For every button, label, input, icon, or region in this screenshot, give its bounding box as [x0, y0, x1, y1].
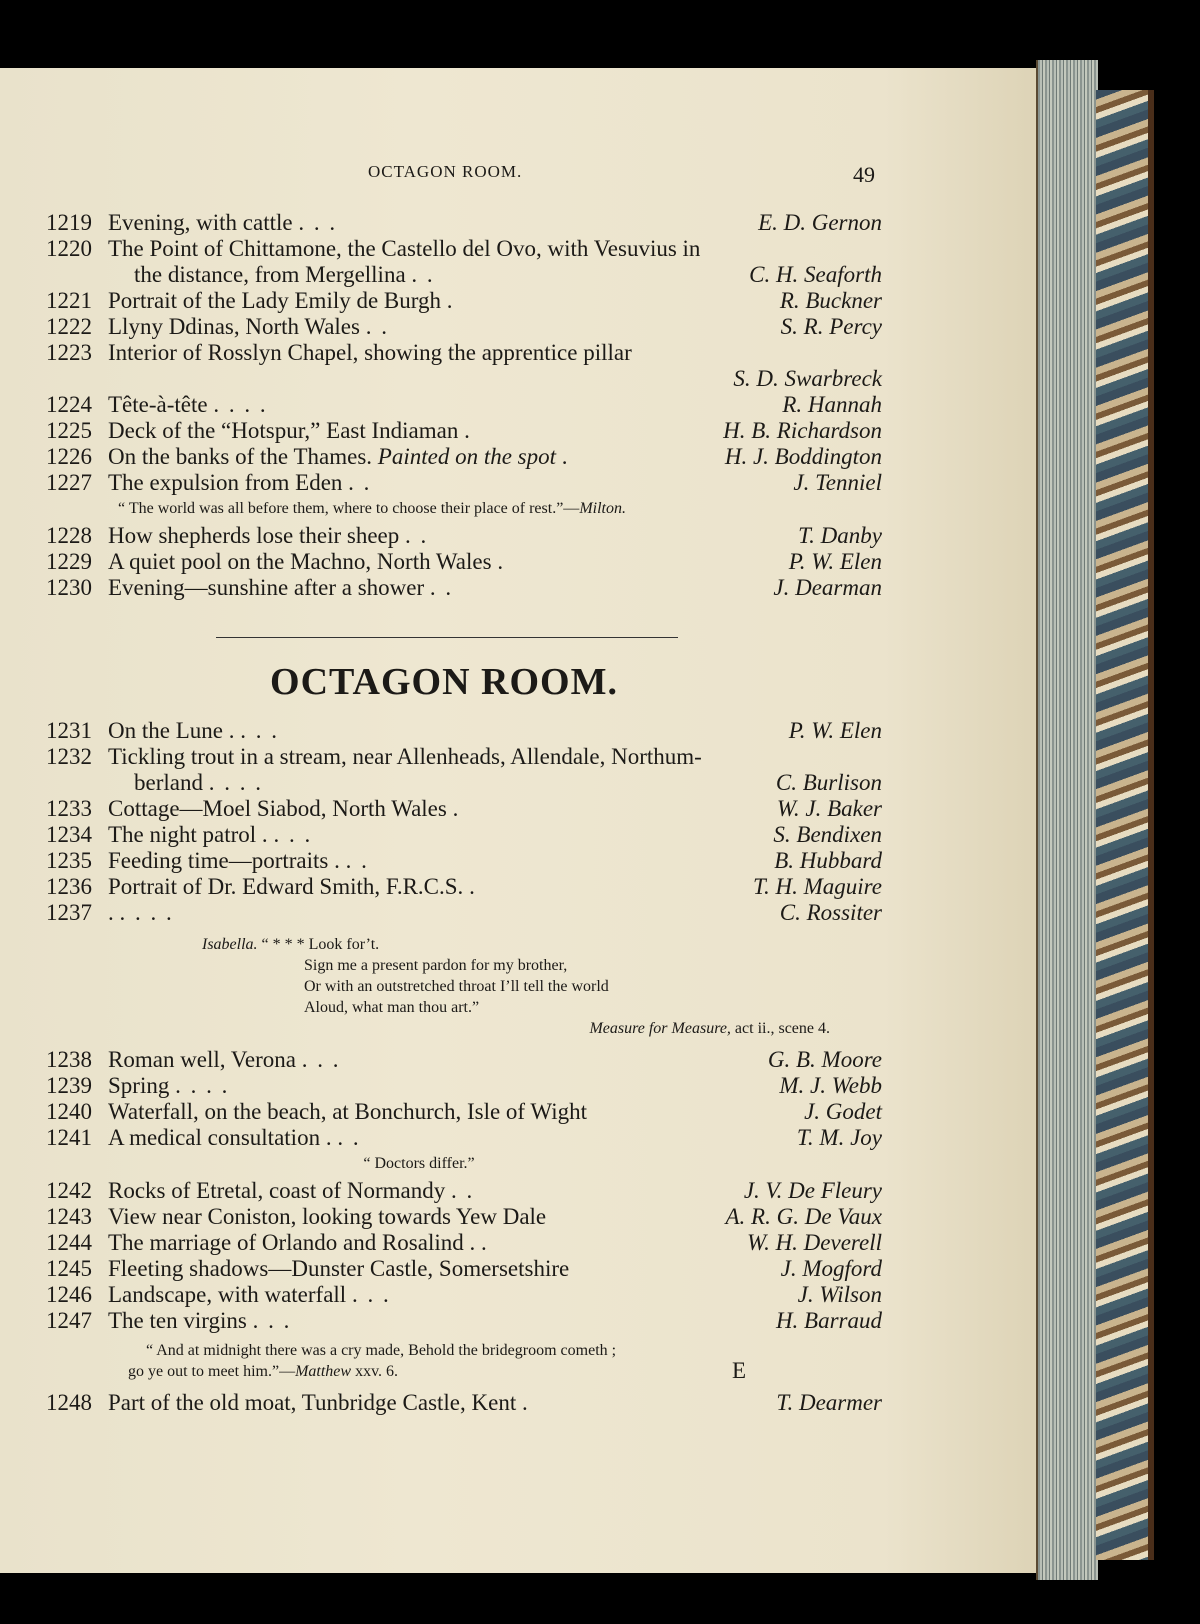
entry-row: [46, 1125, 882, 1151]
artwork-title-text: The marriage of Orlando and Rosalind .: [108, 1230, 476, 1255]
catalogue-number: 1220: [46, 236, 92, 261]
artwork-title-text: Landscape, with waterfall: [108, 1282, 347, 1307]
artist-name: C. H. Seaforth: [749, 262, 882, 287]
catalogue-entry: [46, 1125, 882, 1174]
leader-dots: . . . .: [213, 392, 268, 417]
leader-dots: . .: [348, 470, 372, 495]
leader-dots: . . .: [298, 210, 338, 235]
catalogue-number: 1227: [46, 470, 92, 495]
leader-dots: .: [452, 796, 461, 821]
catalogue-entry: [46, 314, 882, 340]
artwork-title-text: Tête-à-tête: [108, 392, 208, 417]
leader-dots: . .: [337, 1125, 361, 1150]
entry-row: [46, 314, 882, 340]
artist-name: J. V. De Fleury: [743, 1178, 882, 1203]
artwork-title: [108, 575, 773, 601]
catalogue-entry: [46, 392, 882, 418]
artwork-title-text: The Point of Chittamone, the Castello del Ovo, with Vesuvius in: [108, 236, 701, 261]
catalogue-number: 1230: [46, 575, 92, 600]
entry-row: [46, 874, 882, 900]
entry-row: [46, 1204, 882, 1230]
artwork-title-continued: [134, 262, 749, 288]
quote-line: [46, 1361, 882, 1382]
catalogue-entry: [46, 874, 882, 900]
section-rule: [216, 637, 678, 638]
catalogue-entry: [46, 822, 882, 848]
epigraph-quote: [46, 498, 882, 519]
entry-row: [46, 1047, 882, 1073]
catalogue-entry: [46, 288, 882, 314]
artist-name: T. H. Maguire: [752, 874, 882, 899]
entries-before-section: [46, 210, 882, 601]
leader-dots: . . .: [252, 1308, 292, 1333]
artist-name: S. Bendixen: [773, 822, 882, 847]
artist-name: R. Hannah: [782, 392, 882, 417]
artwork-title-text: Fleeting shadows—Dunster Castle, Somersetshire: [108, 1256, 570, 1281]
catalogue-number: 1233: [46, 796, 92, 821]
catalogue-entry: [46, 1308, 882, 1334]
entry-row: [46, 392, 882, 418]
artwork-title-text: .: [108, 900, 114, 925]
artwork-title: [108, 1125, 797, 1151]
entry-row: [46, 210, 882, 236]
leader-dots: . . . .: [119, 900, 174, 925]
artwork-title-text: Waterfall, on the beach, at Bonchurch, Isle of Wight: [108, 1099, 587, 1124]
artist-name: C. Burlison: [775, 770, 882, 795]
catalogue-entry: [46, 1230, 882, 1256]
catalogue-entry: [46, 900, 882, 926]
quote-source-italic: Matthew: [295, 1363, 352, 1380]
entry-row: [46, 822, 882, 848]
artwork-title: [108, 1204, 726, 1230]
entry-row: [46, 549, 882, 575]
entry-row: [46, 900, 882, 926]
catalogue-number: 1231: [46, 718, 92, 743]
catalogue-number: 1223: [46, 340, 92, 365]
leader-dots: .: [497, 549, 506, 574]
artwork-title-text: Llyny Ddinas, North Wales: [108, 314, 360, 339]
artwork-title: [108, 874, 753, 900]
catalogue-entry: [46, 1204, 882, 1230]
catalogue-number: 1238: [46, 1047, 92, 1072]
running-head: OCTAGON ROOM.: [368, 162, 523, 181]
artwork-title: [108, 392, 782, 418]
marbled-cover: [1096, 90, 1154, 1560]
artwork-title: [108, 418, 723, 444]
artwork-title: [108, 900, 780, 926]
catalogue-number: 1244: [46, 1230, 92, 1255]
quote-text: go ye out to meet him.”—: [128, 1363, 296, 1380]
artwork-title: [108, 796, 777, 822]
artwork-title: [108, 549, 789, 575]
artwork-title: [108, 1256, 781, 1282]
catalogue-entry: [46, 236, 882, 288]
artwork-title-text: Evening, with cattle: [108, 210, 293, 235]
artwork-title: [108, 340, 882, 366]
entry-row: [46, 1282, 882, 1308]
catalogue-number: 1243: [46, 1204, 92, 1229]
quote-source-italic: Measure for Measure,: [589, 1020, 731, 1037]
catalogue-number: 1229: [46, 549, 92, 574]
entry-row: [46, 444, 882, 470]
artwork-title: [108, 1390, 776, 1416]
artwork-title-continued: [134, 770, 776, 796]
quote-line: Aloud, what man thou art.”: [304, 999, 480, 1016]
artist-name: C. Rossiter: [779, 900, 882, 925]
catalogue-number: 1247: [46, 1308, 92, 1333]
artwork-title: [108, 523, 798, 549]
artwork-title-text: Part of the old moat, Tunbridge Castle, Kent: [108, 1390, 517, 1415]
catalogue-entry: [46, 575, 882, 601]
leader-dots: .: [481, 1230, 489, 1255]
quote-source-line: [46, 1018, 882, 1039]
catalogue-entry: [46, 549, 882, 575]
artwork-title: [108, 848, 774, 874]
artist-name: H. Barraud: [775, 1308, 882, 1333]
quote-line: Or with an outstretched throat I’ll tell the world: [304, 978, 609, 995]
quote-text: “ * * * Look for’t.: [261, 936, 380, 953]
artwork-title: [108, 236, 882, 262]
artwork-title: [108, 1099, 804, 1125]
catalogue-entry: [46, 744, 882, 796]
artwork-title-text: Portrait of the Lady Emily de Burgh: [108, 288, 442, 313]
entry-row: [46, 1256, 882, 1282]
catalogue-entry: [46, 1282, 882, 1308]
artist-name: T. Danby: [798, 523, 882, 548]
artwork-title: [108, 444, 725, 470]
section-title: OCTAGON ROOM.: [270, 661, 618, 703]
quote-line: “ And at midnight there was a cry made, Behold the bridegroom cometh ;: [146, 1342, 617, 1359]
catalogue-number: 1236: [46, 874, 92, 899]
entry-row: [46, 1073, 882, 1099]
catalogue-entry: [46, 1256, 882, 1282]
artist-name: P. W. Elen: [788, 549, 882, 574]
catalogue-entry: [46, 848, 882, 874]
quote-source-rest: act ii., scene 4.: [730, 1020, 830, 1037]
signature-mark: E: [732, 1358, 747, 1383]
catalogue-number: 1219: [46, 210, 92, 235]
artwork-title: [108, 744, 882, 770]
artist-name: W. J. Baker: [776, 796, 882, 821]
leader-dots: . .: [411, 262, 435, 287]
catalogue-entry: [46, 1047, 882, 1073]
artwork-title-text: How shepherds lose their sheep: [108, 523, 400, 548]
catalogue-number: 1222: [46, 314, 92, 339]
catalogue-entry: [46, 418, 882, 444]
entry-row: [46, 236, 882, 262]
catalogue-number: 1225: [46, 418, 92, 443]
catalogue-entry: [46, 796, 882, 822]
artist-name: G. B. Moore: [767, 1047, 882, 1072]
entries-after-section: [46, 718, 882, 1416]
entry-row: [46, 848, 882, 874]
artwork-title-text: A medical consultation .: [108, 1125, 332, 1150]
artwork-title: [108, 718, 789, 744]
artist-name: S. R. Percy: [780, 314, 882, 339]
artwork-title: [108, 1047, 768, 1073]
artwork-title-text: Evening—sunshine after a shower: [108, 575, 425, 600]
artist-name: W. H. Deverell: [747, 1230, 882, 1255]
artwork-title: [108, 210, 758, 236]
artwork-title-text: Cottage—Moel Siabod, North Wales: [108, 796, 447, 821]
entry-row: [46, 1099, 882, 1125]
entry-continuation: [46, 262, 882, 288]
artist-name: R. Buckner: [779, 288, 882, 313]
leader-dots: . . .: [240, 718, 279, 743]
entry-row: [46, 288, 882, 314]
entry-row: [46, 575, 882, 601]
artist-name: J. Tenniel: [793, 470, 882, 495]
artist-name: H. J. Boddington: [724, 444, 882, 469]
leader-dots: .: [464, 418, 472, 443]
artwork-title-text: Rocks of Etretal, coast of Normandy: [108, 1178, 446, 1203]
artist-name: H. B. Richardson: [723, 418, 882, 443]
catalogue-number: 1245: [46, 1256, 92, 1281]
leader-dots: . . . .: [175, 1073, 230, 1098]
page-number: 49: [853, 162, 875, 187]
artist-name: J. Dearman: [773, 575, 882, 600]
leader-dots: . .: [405, 523, 429, 548]
artist-name: P. W. Elen: [788, 718, 882, 743]
catalogue-entry: [46, 444, 882, 470]
entry-row: [46, 340, 882, 366]
leader-dots: . . .: [273, 822, 313, 847]
catalogue-entry: [46, 210, 882, 236]
artwork-title: [108, 314, 781, 340]
artwork-title: [108, 822, 773, 848]
continuation-text: the distance, from Mergellina: [134, 262, 406, 287]
catalogue-number: 1228: [46, 523, 92, 548]
artist-name: T. Dearmer: [776, 1390, 882, 1415]
artist-name: M. J. Webb: [779, 1073, 882, 1098]
artwork-title: [108, 288, 780, 314]
entry-row: [46, 718, 882, 744]
quote-source: Milton.: [579, 500, 626, 517]
artist-name: J. Mogford: [780, 1256, 882, 1281]
epigraph-quote: “ Doctors differ.”: [363, 1155, 475, 1172]
artwork-title-text: Feeding time—portraits .: [108, 848, 340, 873]
catalogue-entry: [46, 718, 882, 744]
artwork-title-text: Spring: [108, 1073, 170, 1098]
catalogue-number: 1221: [46, 288, 92, 313]
isabella-quote: [46, 934, 882, 1039]
artwork-title-text: Roman well, Verona: [108, 1047, 297, 1072]
entry-row: [46, 418, 882, 444]
catalogue-number: 1241: [46, 1125, 92, 1150]
artist-name: A. R. G. De Vaux: [725, 1204, 882, 1229]
artwork-title: [108, 1308, 776, 1334]
artwork-title-text: The expulsion from Eden: [108, 470, 343, 495]
catalogue-entry: [46, 1390, 882, 1416]
quote-text: “ The world was all before them, where to choose their place of rest.”—: [118, 500, 580, 517]
leader-dots: .: [446, 288, 455, 313]
catalogue-number: 1240: [46, 1099, 92, 1124]
catalogue-number: 1226: [46, 444, 92, 469]
artist-name: T. M. Joy: [796, 1125, 882, 1150]
quote-line: [46, 934, 882, 955]
artist-name: B. Hubbard: [774, 848, 882, 873]
catalogue-number: 1246: [46, 1282, 92, 1307]
catalogue-number: 1234: [46, 822, 92, 847]
catalogue-number: 1232: [46, 744, 92, 769]
catalogue-number: 1248: [46, 1390, 92, 1415]
catalogue-entry: [46, 1099, 882, 1125]
catalogue-entries: [46, 210, 882, 1416]
artwork-title: [108, 1230, 747, 1256]
leader-dots: . .: [429, 575, 454, 600]
quote-speaker: Isabella.: [202, 936, 258, 953]
page-edges: [1036, 60, 1098, 1580]
artwork-title-text: A quiet pool on the Machno, North Wales: [108, 549, 492, 574]
catalogue-entry: [46, 1073, 882, 1099]
catalogue-number: 1237: [46, 900, 92, 925]
quote-source-rest: xxv. 6.: [351, 1363, 399, 1380]
artwork-title-text: The night patrol .: [108, 822, 268, 847]
catalogue-entry: [46, 1178, 882, 1204]
entry-row: [46, 1178, 882, 1204]
catalogue-entry: [46, 470, 882, 519]
leader-dots: .: [469, 874, 477, 899]
artwork-title: [108, 1073, 779, 1099]
artwork-title-text: View near Coniston, looking towards Yew Dale: [108, 1204, 547, 1229]
artwork-title-text: Portrait of Dr. Edward Smith, F.R.C.S.: [108, 874, 464, 899]
quote-line: Sign me a present pardon for my brother,: [304, 957, 568, 974]
artwork-title-text: The ten virgins: [108, 1308, 247, 1333]
artwork-title-text: On the banks of the Thames.: [108, 444, 373, 469]
entry-row: [46, 1308, 882, 1334]
entry-row: [46, 744, 882, 770]
artwork-title: [108, 1178, 744, 1204]
catalogue-number: 1242: [46, 1178, 92, 1203]
artist-name: J. Godet: [804, 1099, 882, 1124]
artwork-title-text: Interior of Rosslyn Chapel, showing the apprentice pillar: [108, 340, 632, 365]
entry-row: [46, 523, 882, 549]
artist-name: S. D. Swarbreck: [733, 366, 882, 391]
virgins-quote: [46, 1340, 882, 1382]
catalogue-number: 1224: [46, 392, 92, 417]
catalogue-number: 1239: [46, 1073, 92, 1098]
artwork-title-text: On the Lune .: [108, 718, 235, 743]
leader-dots: . .: [365, 314, 389, 339]
artwork-title-text: Deck of the “Hotspur,” East Indiaman: [108, 418, 459, 443]
catalogue-entry: [46, 340, 882, 392]
leader-dots: . . .: [351, 1282, 391, 1307]
artwork-title-italic: Painted on the spot: [377, 444, 557, 469]
leader-dots: . . . .: [208, 770, 263, 795]
continuation-text: berland: [134, 770, 203, 795]
catalogue-number: 1235: [46, 848, 92, 873]
leader-dots: . .: [345, 848, 369, 873]
leader-dots: . . .: [301, 1047, 341, 1072]
entry-row: [46, 1390, 882, 1416]
catalogue-entry: [46, 523, 882, 549]
artist-name: J. Wilson: [797, 1282, 882, 1307]
artwork-title-text: Tickling trout in a stream, near Allenheads, Allendale, Northum-: [108, 744, 702, 769]
leader-dots: . .: [451, 1178, 475, 1203]
entry-continuation: [46, 770, 882, 796]
leader-dots: .: [561, 444, 570, 469]
entry-row: [46, 470, 882, 496]
entry-row: [46, 796, 882, 822]
artist-name: E. D. Gernon: [758, 210, 882, 235]
artwork-title: [108, 470, 793, 496]
entry-row: [46, 1230, 882, 1256]
artwork-title: [108, 1282, 798, 1308]
leader-dots: .: [521, 1390, 530, 1415]
